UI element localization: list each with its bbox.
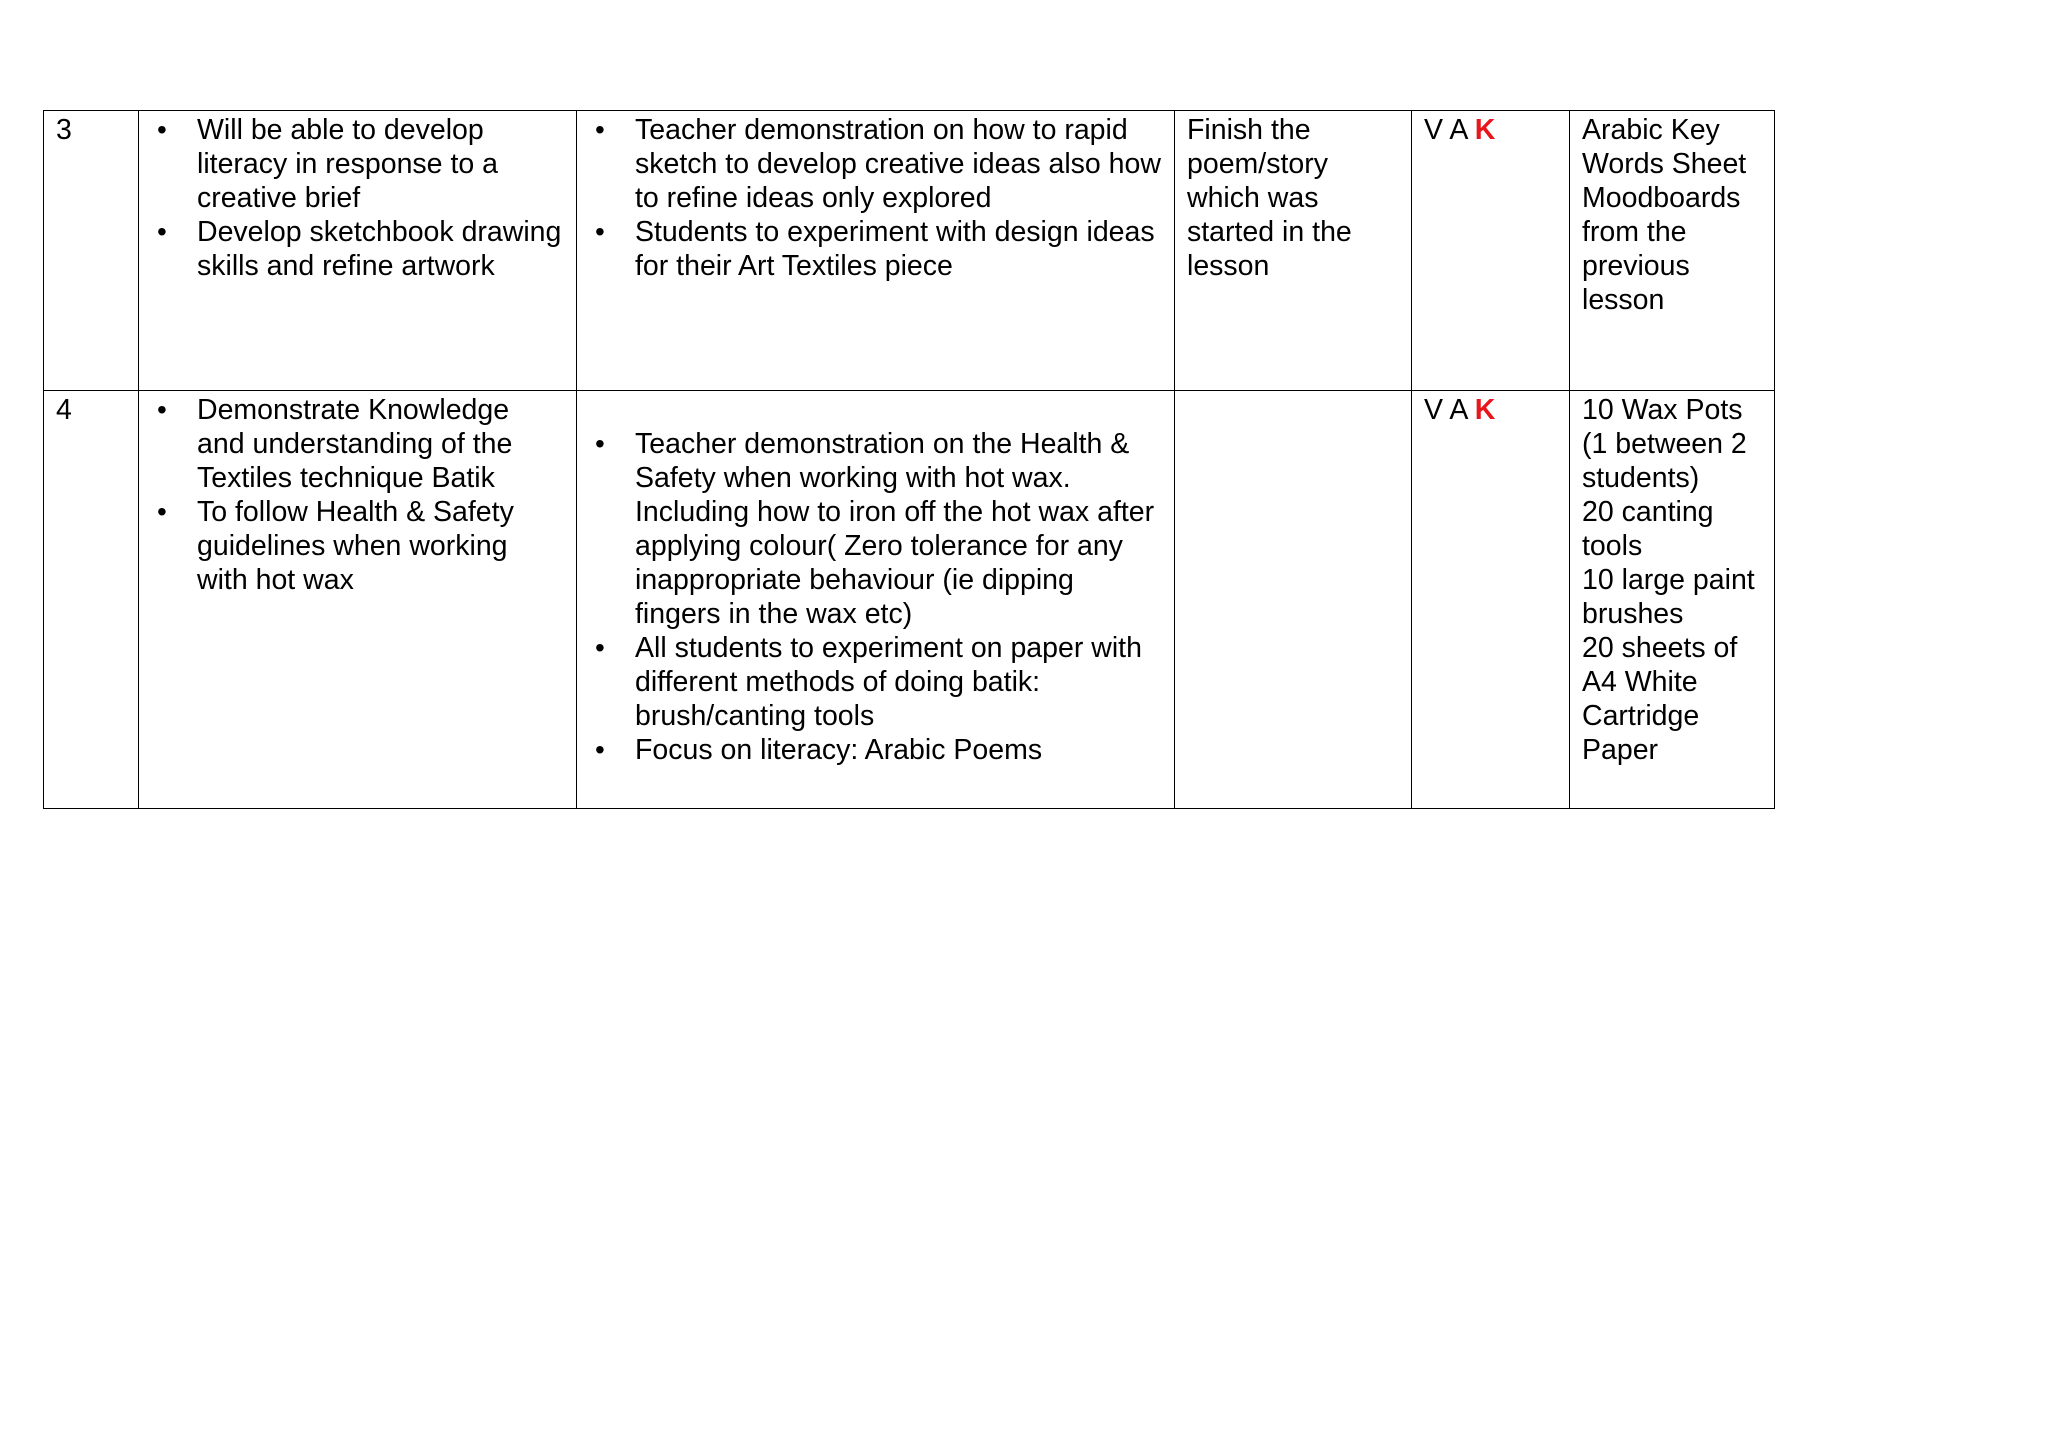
vak-visual: V [1424, 394, 1444, 426]
list-item: • Teacher demonstration on the Health & Safety when working with hot wax. Including how to iron off the hot wax after applying colour( Zero tolerance for any inappropriate behaviour (ie dipping fingers in the wax etc) [589, 427, 1162, 631]
list-item: • Develop sketchbook drawing skills and refine artwork [151, 215, 564, 283]
vak-visual: V [1424, 114, 1444, 146]
table-row [44, 391, 1775, 809]
resource-item: 20 sheets of A4 White Cartridge Paper [1582, 632, 1738, 766]
week-number: 3 [56, 114, 72, 146]
vak-auditory: A [1449, 394, 1467, 426]
week-number-cell [44, 391, 139, 809]
objectives-list [151, 113, 564, 283]
week-number-cell [44, 111, 139, 391]
table-row [44, 111, 1775, 391]
vak-auditory: A [1449, 114, 1467, 146]
homework-text: Finish the poem/story which was started in the lesson [1187, 114, 1352, 282]
activities-list [589, 113, 1162, 283]
list-item: • Demonstrate Knowledge and understanding of the Textiles technique Batik [151, 393, 564, 495]
objectives-cell [139, 111, 577, 391]
list-item: • All students to experiment on paper with different methods of doing batik: brush/canting tools [589, 631, 1162, 733]
vak-kinesthetic: K [1474, 394, 1496, 426]
week-number: 4 [56, 394, 72, 426]
resource-item: 10 large paint brushes [1582, 564, 1755, 630]
list-item: • Students to experiment with design ideas for their Art Textiles piece [589, 215, 1162, 283]
resources-cell [1570, 111, 1775, 391]
list-item: • Focus on literacy: Arabic Poems [589, 733, 1162, 767]
list-item: • Will be able to develop literacy in response to a creative brief [151, 113, 564, 215]
homework-cell [1175, 111, 1412, 391]
resources-cell [1570, 391, 1775, 809]
objectives-cell [139, 391, 577, 809]
resource-item: 10 Wax Pots (1 between 2 students) [1582, 394, 1747, 494]
list-item: • Teacher demonstration on how to rapid sketch to develop creative ideas also how to refine ideas only explored [589, 113, 1162, 215]
homework-cell [1175, 391, 1412, 809]
vak-kinesthetic: K [1474, 114, 1496, 146]
list-item: • To follow Health & Safety guidelines when working with hot wax [151, 495, 564, 597]
activities-list [589, 427, 1162, 767]
activities-cell [577, 111, 1175, 391]
vak-cell [1412, 111, 1570, 391]
vak-cell [1412, 391, 1570, 809]
resource-item: 20 canting tools [1582, 496, 1714, 562]
resource-item: Arabic Key Words Sheet [1582, 114, 1747, 180]
resource-item: Moodboards from the previous lesson [1582, 182, 1741, 316]
activities-cell [577, 391, 1175, 809]
lesson-plan-table [43, 110, 1775, 809]
objectives-list [151, 393, 564, 597]
